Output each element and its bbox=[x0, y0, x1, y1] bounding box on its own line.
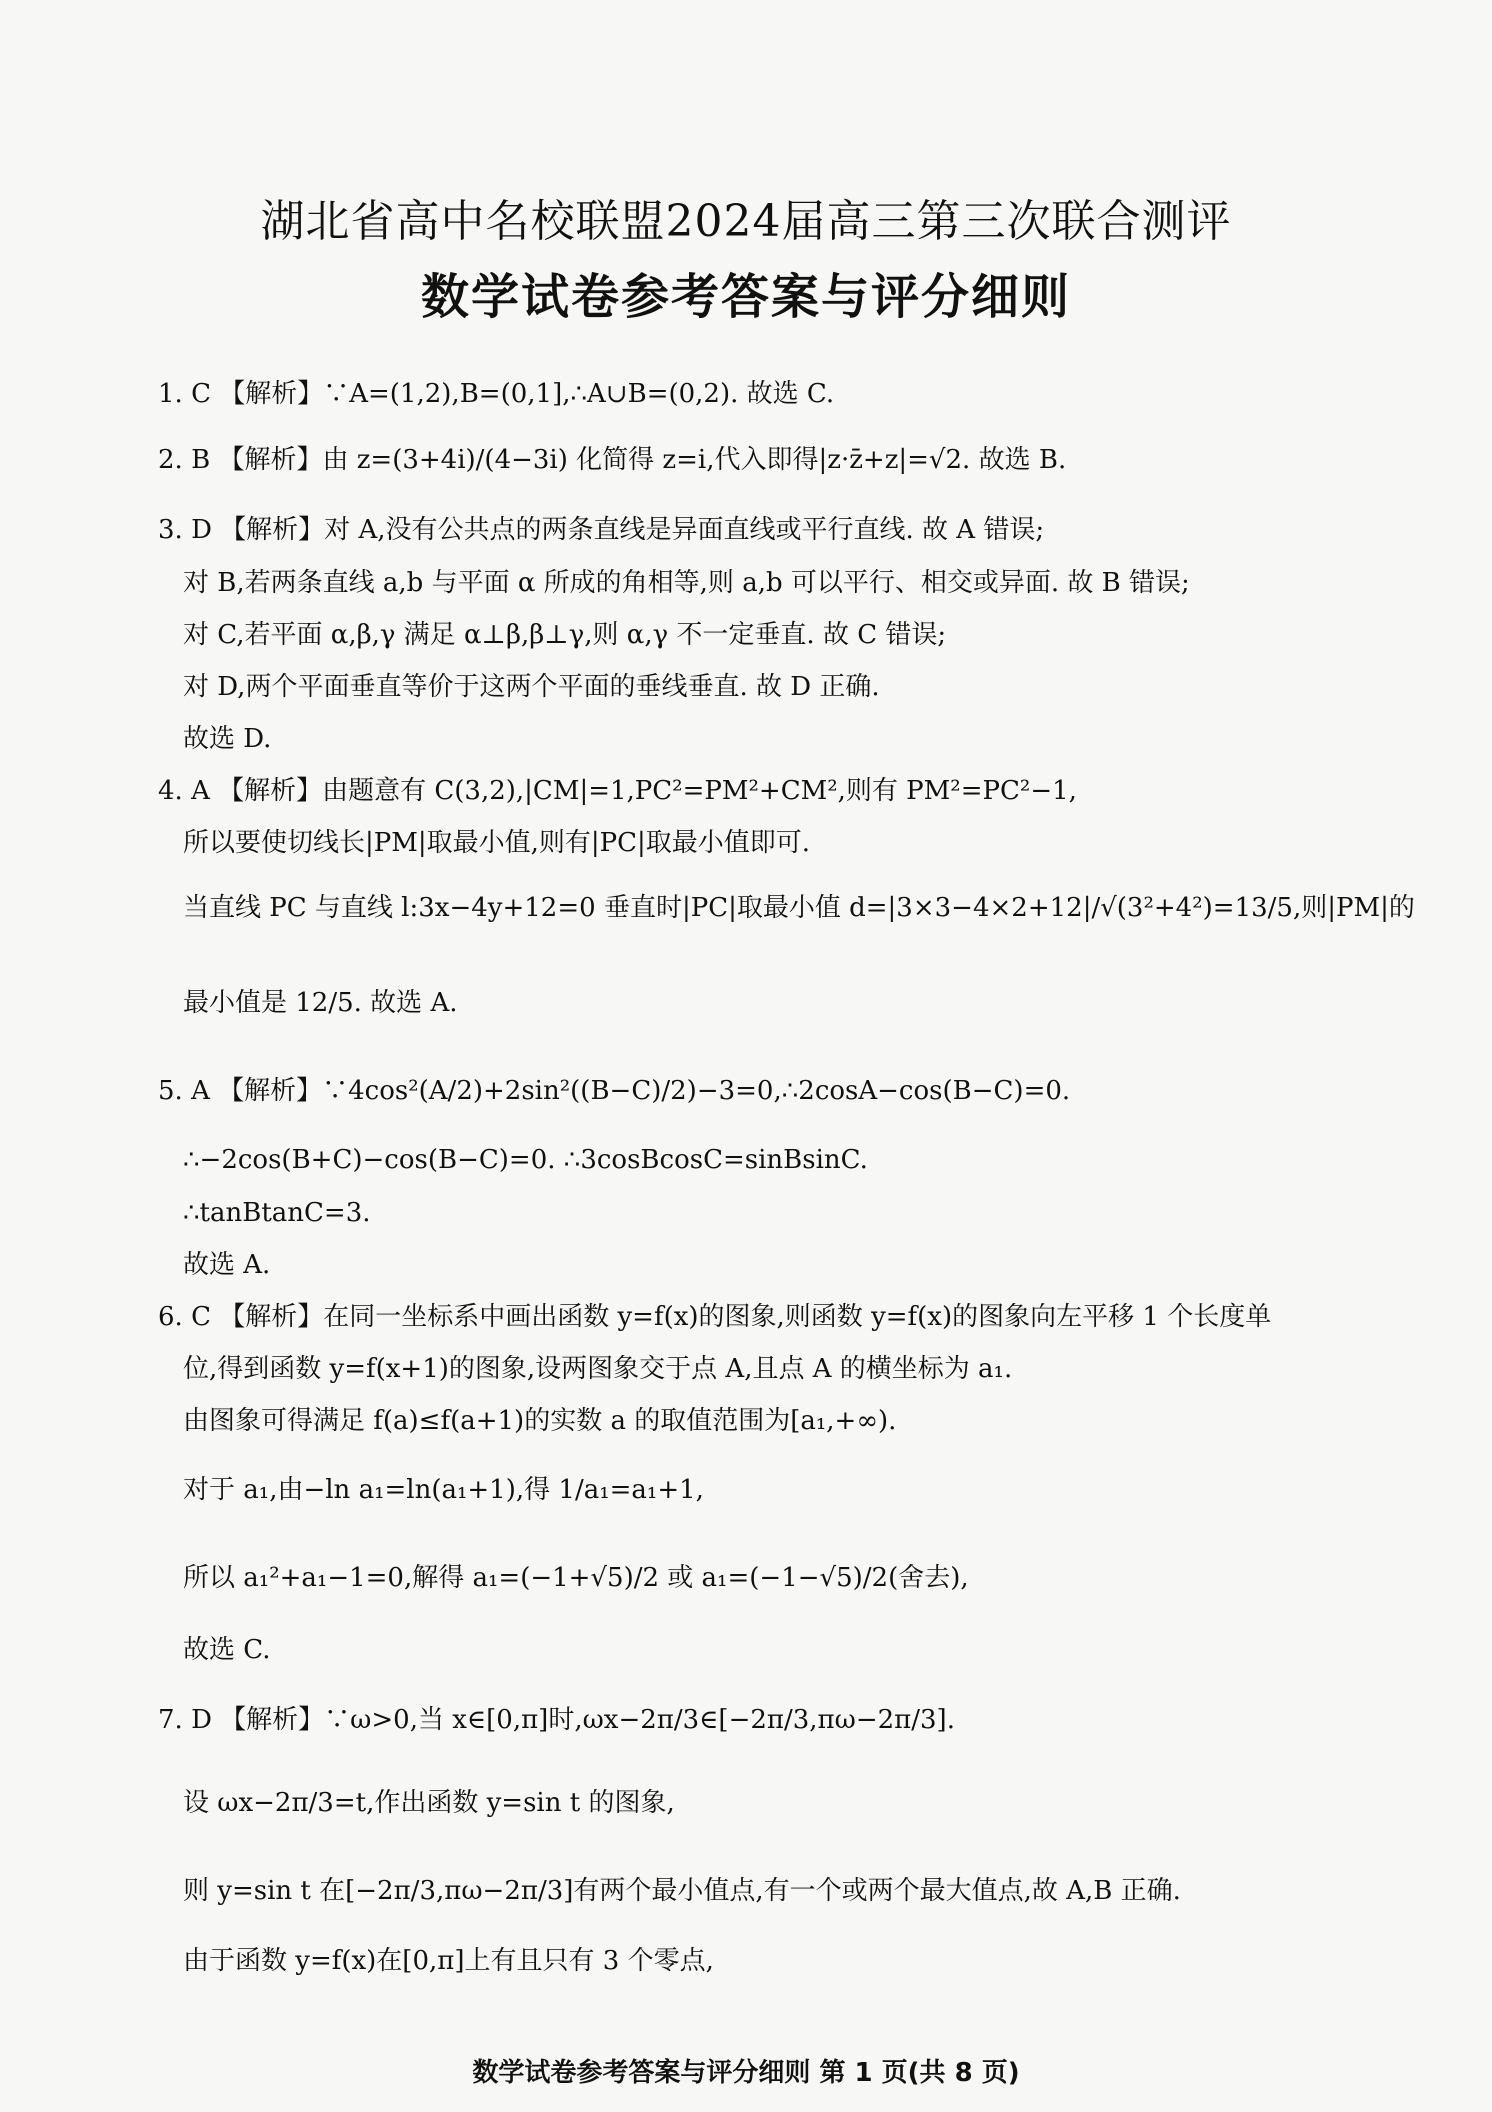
page-subtitle: 数学试卷参考答案与评分细则 bbox=[420, 269, 1071, 325]
answer-line: ∴−2cos(B+C)−cos(B−C)=0. ∴3cosBcosC=sinBsinC. bbox=[183, 1145, 868, 1175]
answer-line: 1. C 【解析】∵A=(1,2),B=(0,1],∴A∪B=(0,2). 故选 C. bbox=[158, 379, 835, 409]
answer-line: 对于 a₁,由−ln a₁=ln(a₁+1),得 1/a₁=a₁+1, bbox=[183, 1475, 704, 1505]
answer-line: 所以要使切线长|PM|取最小值,则有|PC|取最小值即可. bbox=[183, 828, 811, 858]
answer-line: 对 C,若平面 α,β,γ 满足 α⊥β,β⊥γ,则 α,γ 不一定垂直. 故 C 错误; bbox=[183, 620, 947, 650]
answer-line: 故选 A. bbox=[183, 1250, 271, 1280]
answer-line: 6. C 【解析】在同一坐标系中画出函数 y=f(x)的图象,则函数 y=f(x)的图象向左平移 1 个长度单 bbox=[158, 1302, 1272, 1332]
answer-line: 由图象可得满足 f(a)≤f(a+1)的实数 a 的取值范围为[a₁,+∞). bbox=[183, 1406, 897, 1436]
answer-line: 对 B,若两条直线 a,b 与平面 α 所成的角相等,则 a,b 可以平行、相交或异面. 故 B 错误; bbox=[183, 568, 1190, 598]
answer-line: 5. A 【解析】∵4cos²(A/2)+2sin²((B−C)/2)−3=0,∴2cosA−cos(B−C)=0. bbox=[158, 1076, 1071, 1106]
answer-line: 故选 D. bbox=[183, 724, 272, 754]
answer-line: 故选 C. bbox=[183, 1635, 271, 1665]
answer-line: ∴tanBtanC=3. bbox=[183, 1198, 371, 1228]
answer-line: 7. D 【解析】∵ω>0,当 x∈[0,π]时,ωx−2π/3∈[−2π/3,πω−2π/3]. bbox=[158, 1705, 955, 1735]
answer-line: 对 D,两个平面垂直等价于这两个平面的垂线垂直. 故 D 正确. bbox=[183, 672, 880, 702]
answer-line: 3. D 【解析】对 A,没有公共点的两条直线是异面直线或平行直线. 故 A 错误; bbox=[158, 515, 1045, 545]
answer-line: 最小值是 12/5. 故选 A. bbox=[183, 988, 458, 1018]
answer-line: 位,得到函数 y=f(x+1)的图象,设两图象交于点 A,且点 A 的横坐标为 a₁. bbox=[183, 1354, 1013, 1384]
answer-line: 4. A 【解析】由题意有 C(3,2),|CM|=1,PC²=PM²+CM²,则有 PM²=PC²−1, bbox=[158, 776, 1077, 806]
answer-line: 当直线 PC 与直线 l:3x−4y+12=0 垂直时|PC|取最小值 d=|3×3−4×2+12|/√(3²+4²)=13/5,则|PM|的 bbox=[183, 893, 1415, 923]
answer-line: 2. B 【解析】由 z=(3+4i)/(4−3i) 化简得 z=i,代入即得|z·z̄+z|=√2. 故选 B. bbox=[158, 445, 1067, 475]
answer-line: 则 y=sin t 在[−2π/3,πω−2π/3]有两个最小值点,有一个或两个最大值点,故 A,B 正确. bbox=[183, 1876, 1181, 1906]
page-title: 湖北省高中名校联盟2024届高三第三次联合测评 bbox=[260, 196, 1232, 247]
answer-line: 设 ωx−2π/3=t,作出函数 y=sin t 的图象, bbox=[183, 1788, 675, 1818]
page-footer: 数学试卷参考答案与评分细则 第 1 页(共 8 页) bbox=[472, 2058, 1020, 2088]
answer-line: 所以 a₁²+a₁−1=0,解得 a₁=(−1+√5)/2 或 a₁=(−1−√5)/2(舍去), bbox=[183, 1563, 969, 1593]
answer-line: 由于函数 y=f(x)在[0,π]上有且只有 3 个零点, bbox=[183, 1946, 714, 1976]
